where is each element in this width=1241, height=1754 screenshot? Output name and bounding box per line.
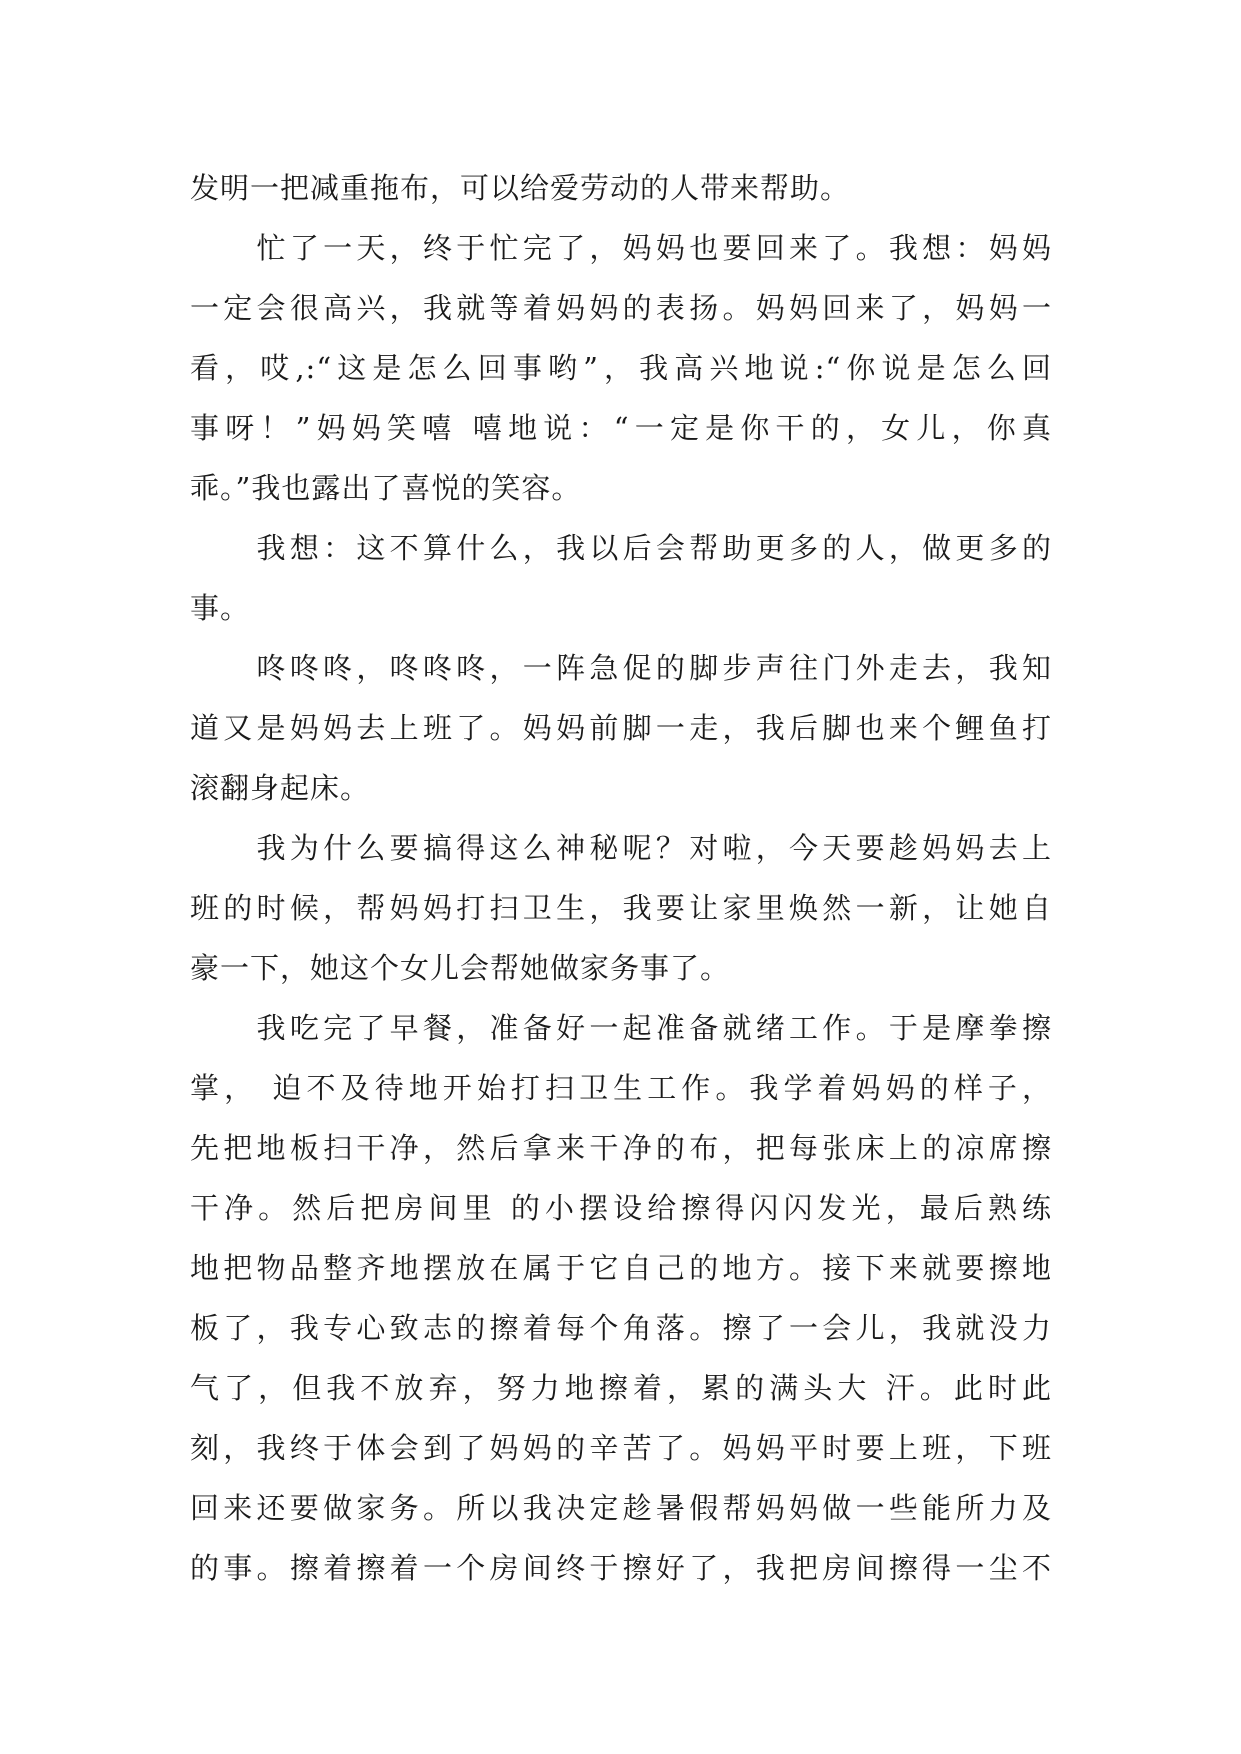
text-line: 气了，但我不放弃，努力地擦着，累的满头大 汗。此时此: [190, 1371, 1052, 1405]
text-line: 道又是妈妈去上班了。妈妈前脚一走，我后脚也来个鲤鱼打: [190, 711, 1052, 745]
text-line: 我想：这不算什么，我以后会帮助更多的人，做更多的: [190, 531, 1052, 565]
text-line: 先把地板扫干净，然后拿来干净的布，把每张床上的凉席擦: [190, 1131, 1052, 1165]
text-line: 事。: [190, 591, 251, 625]
text-line: 板了，我专心致志的擦着每个角落。擦了一会儿，我就没力: [190, 1311, 1052, 1345]
text-line: 我吃完了早餐，准备好一起准备就绪工作。于是摩拳擦: [190, 1011, 1052, 1045]
text-line: 忙了一天，终于忙完了，妈妈也要回来了。我想：妈妈: [190, 231, 1052, 265]
text-line: 地把物品整齐地摆放在属于它自己的地方。接下来就要擦地: [190, 1251, 1052, 1285]
text-line: 事呀！”妈妈笑嘻 嘻地说：“一定是你干的，女儿，你真: [190, 411, 1052, 445]
text-line: 滚翻身起床。: [190, 771, 371, 805]
text-line: 乖。”我也露出了喜悦的笑容。: [190, 471, 582, 505]
text-line: 一定会很高兴，我就等着妈妈的表扬。妈妈回来了，妈妈一: [190, 291, 1052, 325]
essay-text: [190, 158, 1052, 1598]
text-line: 回来还要做家务。所以我决定趁暑假帮妈妈做一些能所力及: [190, 1491, 1052, 1525]
text-line: 干净。然后把房间里 的小摆设给擦得闪闪发光，最后熟练: [190, 1191, 1052, 1225]
text-line: 看，哎,:“这是怎么回事哟”，我高兴地说:“你说是怎么回: [190, 351, 1052, 385]
text-line: 豪一下，她这个女儿会帮她做家务事了。: [190, 951, 731, 985]
text-line: 的事。擦着擦着一个房间终于擦好了，我把房间擦得一尘不: [190, 1551, 1052, 1585]
text-line: 掌， 迫不及待地开始打扫卫生工作。我学着妈妈的样子，: [190, 1071, 1052, 1105]
text-line: 班的时候，帮妈妈打扫卫生，我要让家里焕然一新，让她自: [190, 891, 1052, 925]
text-line: 咚咚咚，咚咚咚，一阵急促的脚步声往门外走去，我知: [190, 651, 1052, 685]
text-line: 我为什么要搞得这么神秘呢？对啦，今天要趁妈妈去上: [190, 831, 1052, 865]
text-line: 发明一把减重拖布，可以给爱劳动的人带来帮助。: [190, 171, 851, 205]
text-line: 刻，我终于体会到了妈妈的辛苦了。妈妈平时要上班，下班: [190, 1431, 1052, 1465]
